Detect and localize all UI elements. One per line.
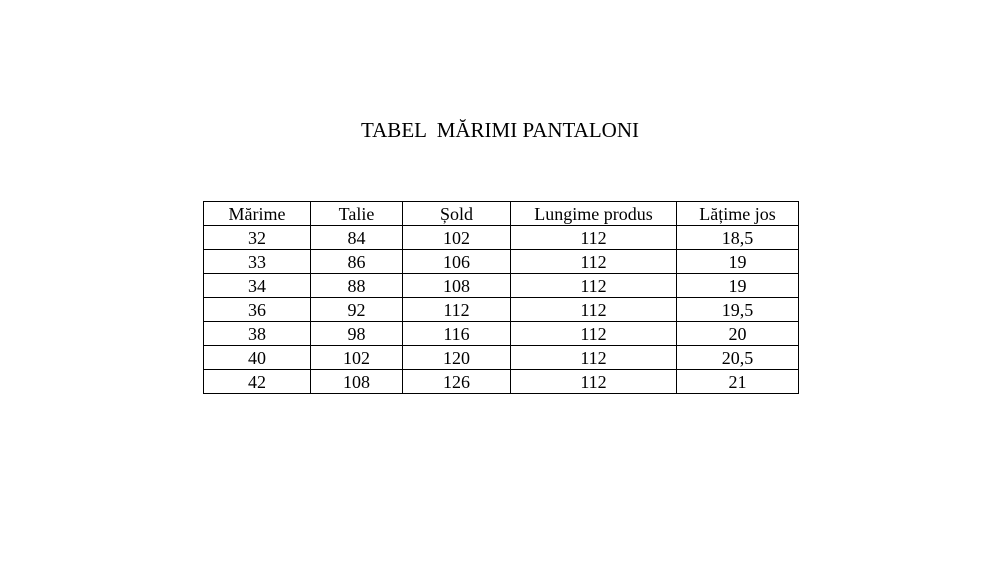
- cell-hip: 116: [403, 322, 511, 346]
- header-hip: Șold: [403, 202, 511, 226]
- table-row: [204, 298, 799, 322]
- table-header-row: [204, 202, 799, 226]
- cell-size: 38: [204, 322, 311, 346]
- table-row: [204, 322, 799, 346]
- cell-waist: 84: [311, 226, 403, 250]
- cell-bottom-width: 20,5: [677, 346, 799, 370]
- header-length: Lungime produs: [511, 202, 677, 226]
- cell-hip: 102: [403, 226, 511, 250]
- table-row: [204, 274, 799, 298]
- cell-hip: 120: [403, 346, 511, 370]
- cell-size: 42: [204, 370, 311, 394]
- table-row: [204, 226, 799, 250]
- header-waist: Talie: [311, 202, 403, 226]
- cell-hip: 106: [403, 250, 511, 274]
- cell-waist: 92: [311, 298, 403, 322]
- cell-bottom-width: 19,5: [677, 298, 799, 322]
- cell-waist: 98: [311, 322, 403, 346]
- cell-size: 32: [204, 226, 311, 250]
- cell-length: 112: [511, 274, 677, 298]
- cell-length: 112: [511, 322, 677, 346]
- cell-size: 40: [204, 346, 311, 370]
- header-size: Mărime: [204, 202, 311, 226]
- cell-size: 34: [204, 274, 311, 298]
- table-row: [204, 370, 799, 394]
- cell-bottom-width: 18,5: [677, 226, 799, 250]
- header-bottom-width: Lățime jos: [677, 202, 799, 226]
- table-row: [204, 346, 799, 370]
- cell-hip: 112: [403, 298, 511, 322]
- cell-length: 112: [511, 370, 677, 394]
- cell-waist: 88: [311, 274, 403, 298]
- cell-waist: 86: [311, 250, 403, 274]
- cell-waist: 108: [311, 370, 403, 394]
- cell-length: 112: [511, 346, 677, 370]
- table-row: [204, 250, 799, 274]
- cell-bottom-width: 21: [677, 370, 799, 394]
- cell-waist: 102: [311, 346, 403, 370]
- cell-bottom-width: 20: [677, 322, 799, 346]
- cell-size: 33: [204, 250, 311, 274]
- cell-length: 112: [511, 250, 677, 274]
- cell-hip: 108: [403, 274, 511, 298]
- cell-length: 112: [511, 226, 677, 250]
- cell-length: 112: [511, 298, 677, 322]
- cell-bottom-width: 19: [677, 274, 799, 298]
- page-title: TABEL MĂRIMI PANTALONI: [361, 118, 639, 142]
- cell-bottom-width: 19: [677, 250, 799, 274]
- size-table: [203, 201, 799, 394]
- cell-size: 36: [204, 298, 311, 322]
- cell-hip: 126: [403, 370, 511, 394]
